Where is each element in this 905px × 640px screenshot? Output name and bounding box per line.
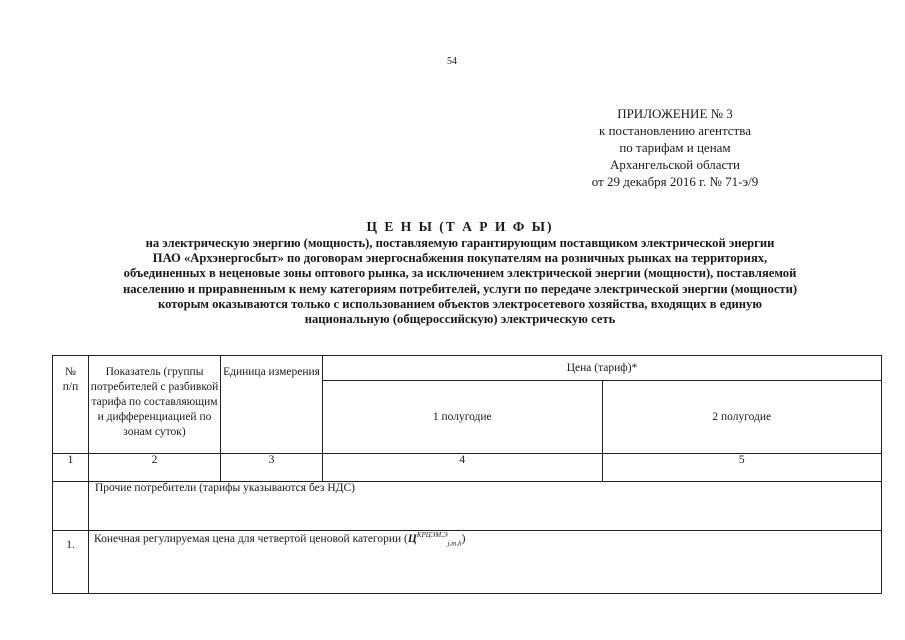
header-price: Цена (тариф)* [323, 356, 882, 381]
appendix-block [540, 105, 810, 190]
title-line: на электрическую энергию (мощность), поставляемую гарантирующим поставщиком электрической энергии [145, 236, 775, 250]
header-indicator: Показатель (группы потребителей с разбивкой тарифа по составляющим и дифференциацией по зонам суток) [89, 356, 221, 454]
title-line: национальную (общероссийскую) электрическую сеть [304, 312, 616, 327]
index-cell: 1 [53, 454, 89, 482]
appendix-line: по тарифам и ценам [619, 140, 731, 155]
table-row [53, 531, 882, 594]
formula-subscript: j,m,h [447, 539, 462, 548]
index-row [53, 454, 882, 482]
price-formula [407, 531, 462, 548]
formula-superscript: КРЦЭМ,Э [416, 531, 448, 539]
appendix-title: ПРИЛОЖЕНИЕ № 3 [617, 106, 733, 121]
row-label [89, 531, 882, 594]
index-cell: 4 [323, 454, 603, 482]
page-number: 54 [447, 56, 457, 67]
table-row [53, 482, 882, 531]
index-cell: 3 [221, 454, 323, 482]
header-unit: Единица измерения [221, 356, 323, 454]
appendix-line: от 29 декабря 2016 г. № 71-э/9 [591, 174, 759, 189]
tariff-table [52, 355, 882, 594]
index-cell: 2 [89, 454, 221, 482]
formula-base: Ц [407, 532, 417, 545]
index-cell: 5 [602, 454, 882, 482]
document-title [40, 218, 880, 327]
section-label: Прочие потребители (тарифы указываются без НДС) [89, 482, 882, 531]
row-text-end: ) [461, 532, 466, 545]
title-line: которым оказываются только с использованием объектов электросетевого хозяйства, входящих в единую [158, 296, 762, 311]
appendix-line: Архангельской области [610, 157, 740, 172]
title-line: объединенных в неценовые зоны оптового рынка, за исключением электрической энергии (мощности), поставляемой [123, 266, 797, 281]
row-num-empty [53, 482, 89, 531]
title-heading: Ц Е Н Ы (Т А Р И Ф Ы) [366, 219, 554, 234]
title-line: населению и приравненным к нему категориям потребителей, услуги по передаче электрической энергии (мощности) [122, 281, 798, 296]
title-line: ПАО «Архэнергосбыт» по договорам энергоснабжения покупателям на розничных рынках на территориях, [152, 251, 768, 266]
row-number: 1. [53, 531, 89, 594]
header-half-2: 2 полугодие [602, 381, 882, 454]
appendix-line: к постановлению агентства [599, 123, 751, 138]
header-half-1: 1 полугодие [323, 381, 603, 454]
header-num: № п/п [53, 356, 89, 454]
row-text: Конечная регулируемая цена для четвертой ценовой категории ( [94, 532, 408, 545]
